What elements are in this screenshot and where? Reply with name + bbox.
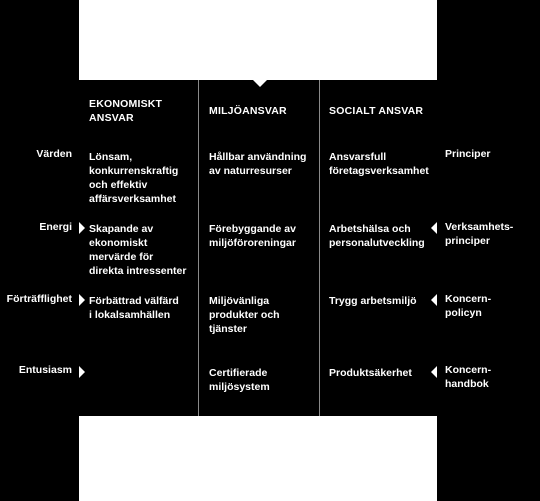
cell-social-row4: Produktsäkerhet xyxy=(329,367,412,379)
left-label-values: Värden xyxy=(36,148,72,160)
cell-social-row2: Arbetshälsa och personalutveckling xyxy=(329,223,425,249)
cell-economic-row3: Förbättrad välfärd i lokalsamhällen xyxy=(89,295,179,321)
left-label-enthusiasm: Entusiasm xyxy=(18,364,72,376)
right-label-group-handbook: Koncern- handbok xyxy=(445,364,492,390)
heading-environmental-responsibility: MILJÖANSVAR xyxy=(209,105,287,117)
arrow-right-icon xyxy=(79,366,85,378)
cell-environmental-row2: Förebyggande av miljöföroreningar xyxy=(209,223,296,249)
right-label-group-policy: Koncern- policyn xyxy=(445,293,492,319)
cell-social-row1: Ansvarsfull företagsverksamhet xyxy=(329,151,429,177)
left-label-energy: Energi xyxy=(39,221,72,233)
cell-economic-row1: Lönsam, konkurrenskraftig och effektiv affärsverksamhet xyxy=(89,151,179,205)
arrow-right-icon xyxy=(79,294,85,306)
arrow-left-icon xyxy=(431,294,437,306)
right-label-business-principles: Verksamhets- principer xyxy=(445,221,514,247)
heading-social-responsibility: SOCIALT ANSVAR xyxy=(329,105,424,117)
heading-economic-responsibility: EKONOMISKT ANSVAR xyxy=(89,98,163,124)
cell-social-row3: Trygg arbetsmiljö xyxy=(329,295,417,307)
cell-environmental-row4: Certifierade miljösystem xyxy=(209,367,270,393)
column-divider xyxy=(198,80,199,416)
column-divider xyxy=(319,80,320,416)
arrow-left-icon xyxy=(431,366,437,378)
top-notch-marker xyxy=(253,80,267,87)
cell-environmental-row3: Miljövänliga produkter och tjänster xyxy=(209,295,280,335)
bottom-white-panel xyxy=(79,416,437,501)
cell-economic-row2: Skapande av ekonomiskt mervärde för direkta intressenter xyxy=(89,223,187,277)
arrow-left-icon xyxy=(431,222,437,234)
right-label-principles: Principer xyxy=(445,148,491,160)
arrow-right-icon xyxy=(79,222,85,234)
left-label-excellence: Förträfflighet xyxy=(6,293,72,305)
cell-environmental-row1: Hållbar användning av naturresurser xyxy=(209,151,307,177)
top-white-panel xyxy=(79,0,437,80)
